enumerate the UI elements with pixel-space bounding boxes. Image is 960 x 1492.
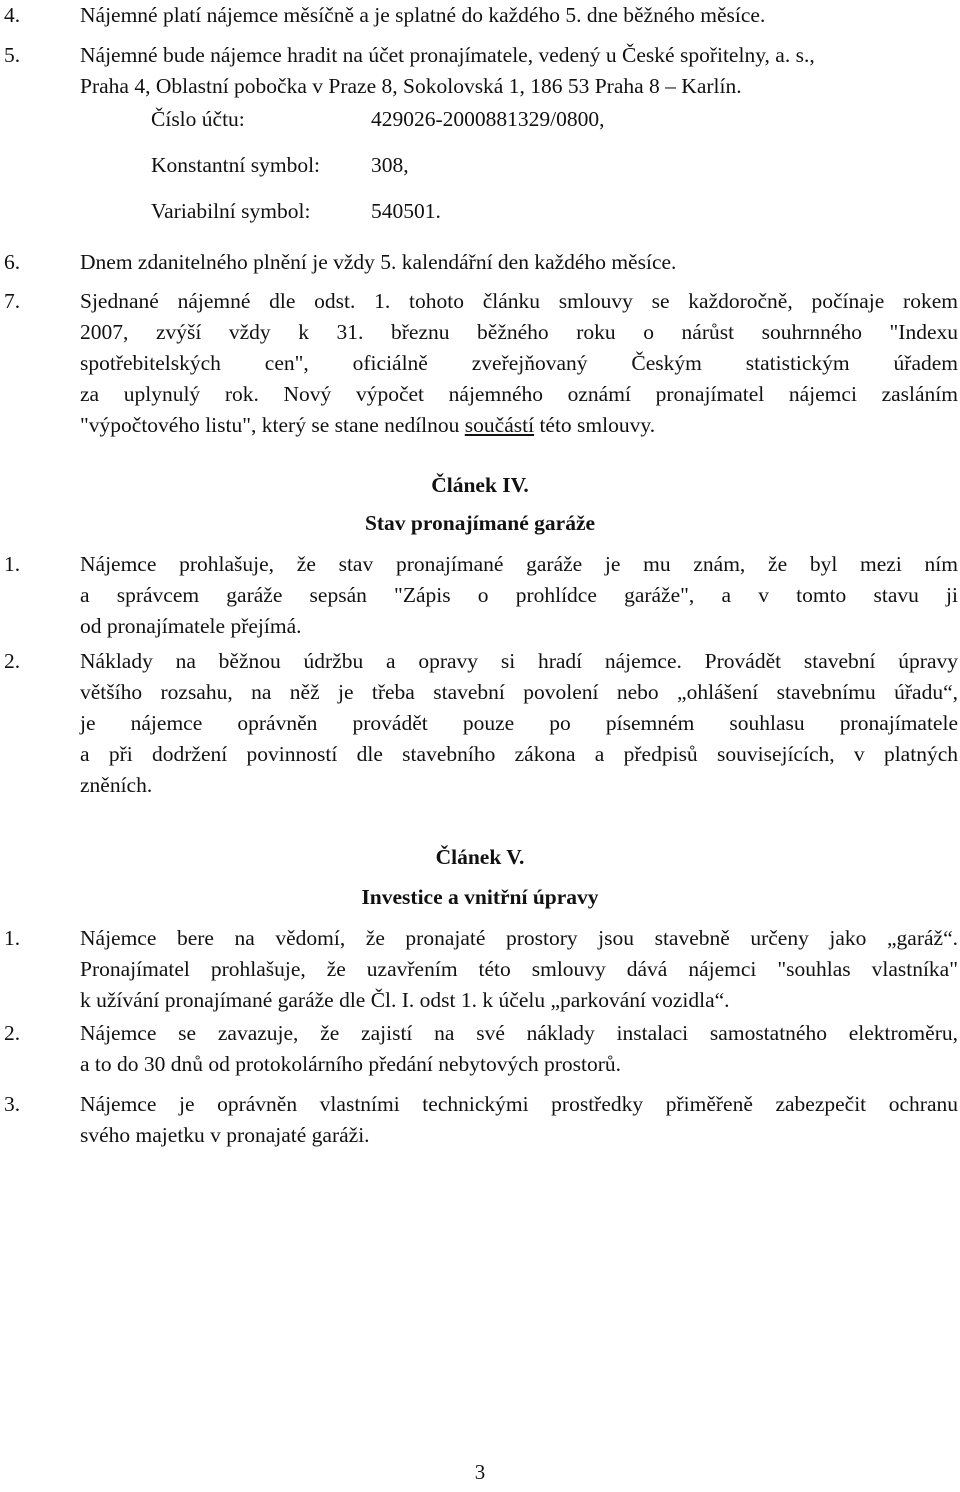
underlined-text: součástí <box>464 413 535 437</box>
constant-symbol-label: Konstantní symbol: <box>151 153 321 177</box>
paragraph-line: svého majetku v pronajaté garáži. <box>80 1123 370 1147</box>
paragraph-number: 5. <box>4 43 21 67</box>
paragraph-line: většího rozsahu, na něž je třeba stavební povolení nebo „ohlášení stavebnímu úřadu“, <box>80 680 958 704</box>
paragraph-number: 1. <box>4 552 21 576</box>
text-segment: této smlouvy. <box>534 413 656 437</box>
paragraph-number: 4. <box>4 3 21 27</box>
paragraph-line: 2007, zvýší vždy k 31. březnu běžného roku o nárůst souhrnného "Indexu <box>80 320 958 344</box>
paragraph-line: k užívání pronajímané garáže dle Čl. I. odst 1. k účelu „parkování vozidla“. <box>80 988 730 1012</box>
paragraph-number: 2. <box>4 649 21 673</box>
paragraph-line: Pronajímatel prohlašuje, že uzavřením této smlouvy dává nájemci "souhlas vlastníka" <box>80 957 958 981</box>
article-4-subtitle: Stav pronajímané garáže <box>364 511 596 535</box>
paragraph-line: a správcem garáže sepsán "Zápis o prohlídce garáže", a v tomto stavu ji <box>80 583 958 607</box>
paragraph-number: 7. <box>4 289 21 313</box>
paragraph-line: a to do 30 dnů od protokolárního předání nebytových prostorů. <box>80 1052 621 1076</box>
text-segment: "výpočtového listu", který se stane nedílnou <box>80 413 465 437</box>
paragraph-text: Dnem zdanitelného plnění je vždy 5. kalendářní den každého měsíce. <box>80 250 677 274</box>
paragraph-number: 3. <box>4 1092 21 1116</box>
paragraph-number: 2. <box>4 1021 21 1045</box>
paragraph-line: Sjednané nájemné dle odst. 1. tohoto článku smlouvy se každoročně, počínaje rokem <box>80 289 958 313</box>
paragraph-line: Nájemce prohlašuje, že stav pronajímané garáže je mu znám, že byl mezi ním <box>80 552 958 576</box>
article-4-title: Článek IV. <box>431 473 529 497</box>
paragraph-line: spotřebitelských cen", oficiálně zveřejňovaný Českým statistickým úřadem <box>80 351 958 375</box>
variable-symbol-value: 540501. <box>371 199 441 223</box>
paragraph-line: od pronajímatele přejímá. <box>80 614 302 638</box>
variable-symbol-label: Variabilní symbol: <box>151 199 311 223</box>
paragraph-line: Nájemce je oprávněn vlastními technickými prostředky přiměřeně zabezpečit ochranu <box>80 1092 958 1116</box>
paragraph-line: Nájemce se zavazuje, že zajistí na své náklady instalaci samostatného elektroměru, <box>80 1021 958 1045</box>
paragraph-line: Praha 4, Oblastní pobočka v Praze 8, Sokolovská 1, 186 53 Praha 8 – Karlín. <box>80 74 742 98</box>
paragraph-line: je nájemce oprávněn provádět pouze po písemném souhlasu pronajímatele <box>80 711 958 735</box>
article-5-subtitle: Investice a vnitřní úpravy <box>361 885 599 909</box>
paragraph-line <box>80 410 958 441</box>
constant-symbol-value: 308, <box>371 153 409 177</box>
paragraph-line: Náklady na běžnou údržbu a opravy si hradí nájemce. Provádět stavební úpravy <box>80 649 958 673</box>
account-number-value: 429026-2000881329/0800, <box>371 107 605 131</box>
paragraph-number: 6. <box>4 250 21 274</box>
paragraph-line: Nájemce bere na vědomí, že pronajaté prostory jsou stavebně určeny jako „garáž“. <box>80 926 958 950</box>
paragraph-line: a při dodržení povinností dle stavebního zákona a předpisů souvisejících, v platných <box>80 742 958 766</box>
page-number: 3 <box>474 1460 486 1484</box>
paragraph-text: Nájemné platí nájemce měsíčně a je splatné do každého 5. dne běžného měsíce. <box>80 3 766 27</box>
paragraph-line: zněních. <box>80 773 153 797</box>
paragraph-line: za uplynulý rok. Nový výpočet nájemného oznámí pronajímatel nájemci zasláním <box>80 382 958 406</box>
paragraph-line: Nájemné bude nájemce hradit na účet pronajímatele, vedený u České spořitelny, a. s., <box>80 43 815 67</box>
paragraph-number: 1. <box>4 926 21 950</box>
account-number-label: Číslo účtu: <box>151 107 245 131</box>
article-5-title: Článek V. <box>435 845 525 869</box>
